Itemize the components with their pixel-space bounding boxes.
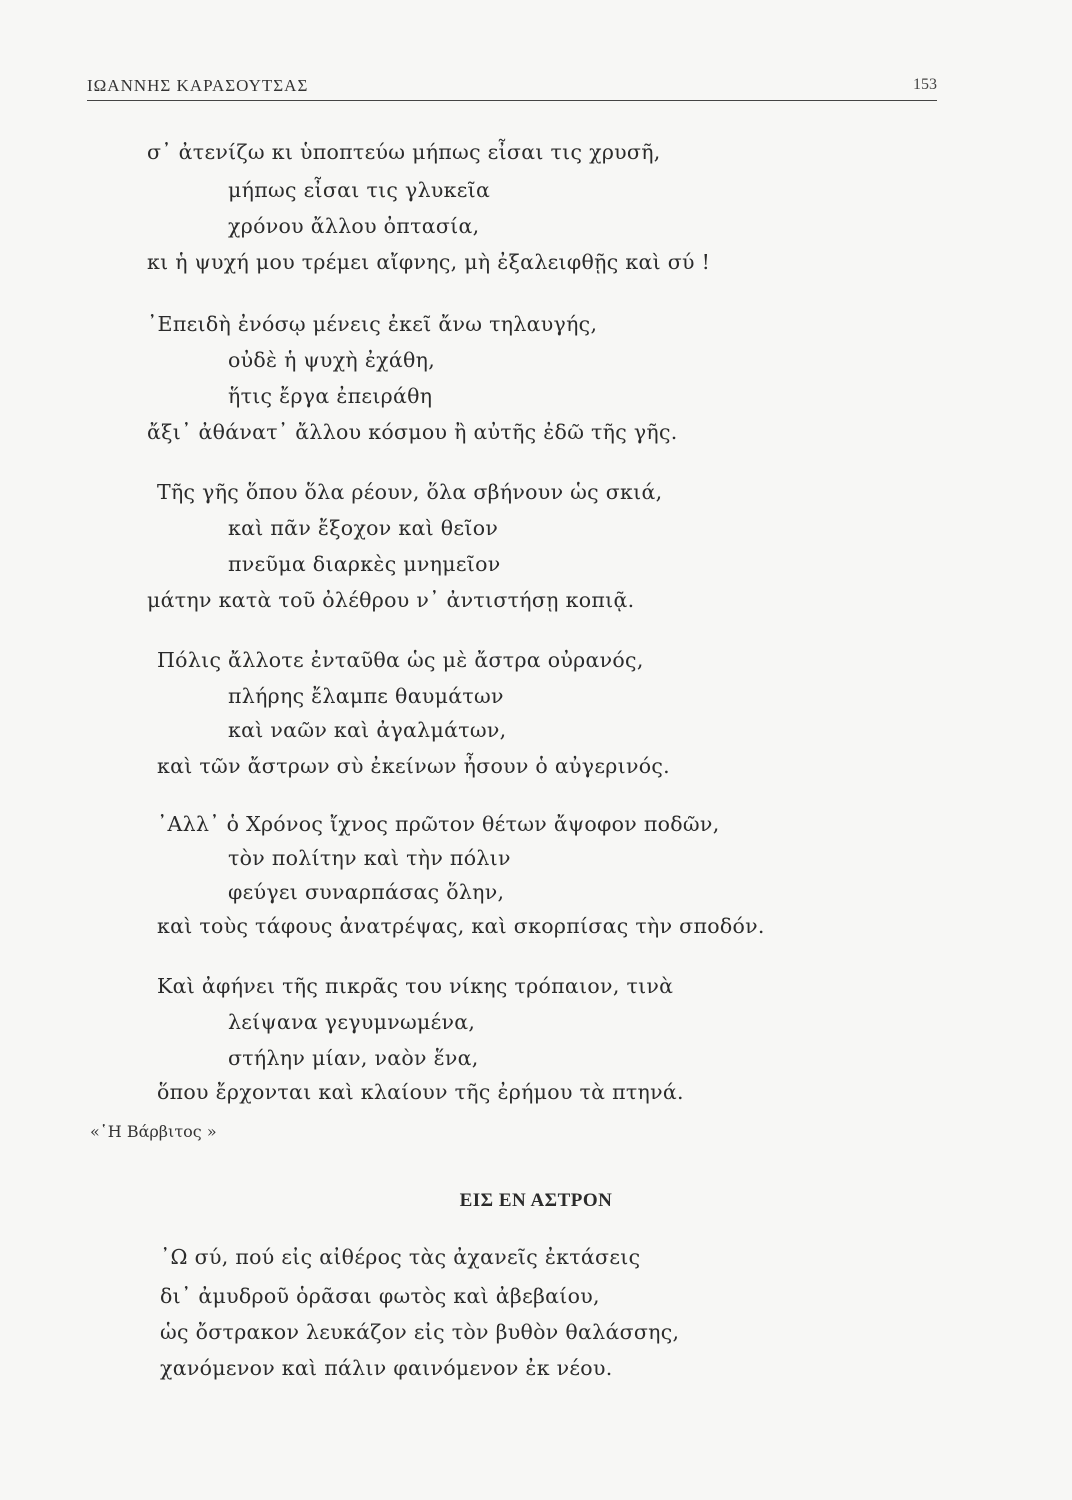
poem-line: Τῆς γῆς ὅπου ὅλα ρέουν, ὅλα σβήνουν ὡς σκιά, [157,480,663,504]
page-header [87,72,937,102]
poem-line: πνεῦμα διαρκὲς μνημεῖον [228,552,501,576]
poem-line: ᾽Ω σύ, πού εἰς αἰθέρος τὰς ἀχανεῖς ἐκτάσεις [160,1245,641,1269]
poem-line: Καὶ ἀφήνει τῆς πικρᾶς του νίκης τρόπαιον, τινὰ [157,974,674,998]
poem-line: καὶ ναῶν καὶ ἀγαλμάτων, [228,718,507,742]
poem-line: ὅπου ἔρχονται καὶ κλαίουν τῆς ἐρήμου τὰ πτηνά. [157,1080,684,1104]
page-number: 153 [913,76,937,93]
poem-line: καὶ πᾶν ἔξοχον καὶ θεῖον [228,516,499,540]
poem-title: ΕΙΣ ΕΝ ΑΣΤΡΟΝ [459,1190,613,1211]
poem-line: λείψανα γεγυμνωμένα, [228,1010,476,1034]
poem-line: ἥτις ἔργα ἐπειράθη [228,384,433,408]
poem-line: καὶ τῶν ἄστρων σὺ ἐκείνων ἦσουν ὁ αὐγερινός. [157,754,670,778]
poem-line: ὡς ὄστρακον λευκάζον εἰς τὸν βυθὸν θαλάσσης, [160,1320,680,1344]
poem-line: στήλην μίαν, ναὸν ἕνα, [228,1046,479,1070]
poem-line: κι ἡ ψυχή μου τρέμει αἴφνης, μὴ ἐξαλειφθῇς καὶ σύ ! [147,250,711,274]
header-rule [87,100,937,101]
poem-line: μήπως εἶσαι τις γλυκεῖα [228,178,491,202]
poem-line: καὶ τοὺς τάφους ἀνατρέψας, καὶ σκορπίσας τὴν σποδόν. [157,914,765,938]
poem-line: οὐδὲ ἡ ψυχὴ ἐχάθη, [228,348,436,372]
running-head: ΙΩΑΝΝΗΣ ΚΑΡΑΣΟΥΤΣΑΣ [87,76,309,95]
poem-line: ᾽Αλλ᾽ ὁ Χρόνος ἴχνος πρῶτον θέτων ἄψοφον ποδῶν, [157,812,720,836]
poem-line: μάτην κατὰ τοῦ ὀλέθρου ν᾽ ἀντιστήσῃ κοπιᾷ. [147,588,635,612]
poem-line: χρόνου ἄλλου ὀπτασία, [228,214,480,238]
poem-line: πλήρης ἔλαμπε θαυμάτων [228,684,504,708]
poem-source: «῾Η Βάρβιτος » [90,1122,217,1141]
poem-line: Πόλις ἄλλοτε ἐνταῦθα ὡς μὲ ἄστρα οὐρανός, [157,648,644,672]
poem-line: τὸν πολίτην καὶ τὴν πόλιν [228,846,511,870]
poem-line: φεύγει συναρπάσας ὅλην, [228,880,505,904]
poem-line: σ᾽ ἀτενίζω κι ὑποπτεύω μήπως εἶσαι τις χρυσῆ, [147,140,661,164]
poem-line: ἄξι᾽ ἀθάνατ᾽ ἄλλου κόσμου ἢ αὐτῆς ἐδῶ τῆς γῆς. [147,420,678,444]
poem-line: δι᾽ ἀμυδροῦ ὁρᾶσαι φωτὸς καὶ ἀβεβαίου, [160,1284,600,1308]
poem-line: ᾽Επειδὴ ἐνόσῳ μένεις ἐκεῖ ἄνω τηλαυγής, [147,312,598,336]
poem-line: χανόμενον καὶ πάλιν φαινόμενον ἐκ νέου. [160,1356,613,1380]
